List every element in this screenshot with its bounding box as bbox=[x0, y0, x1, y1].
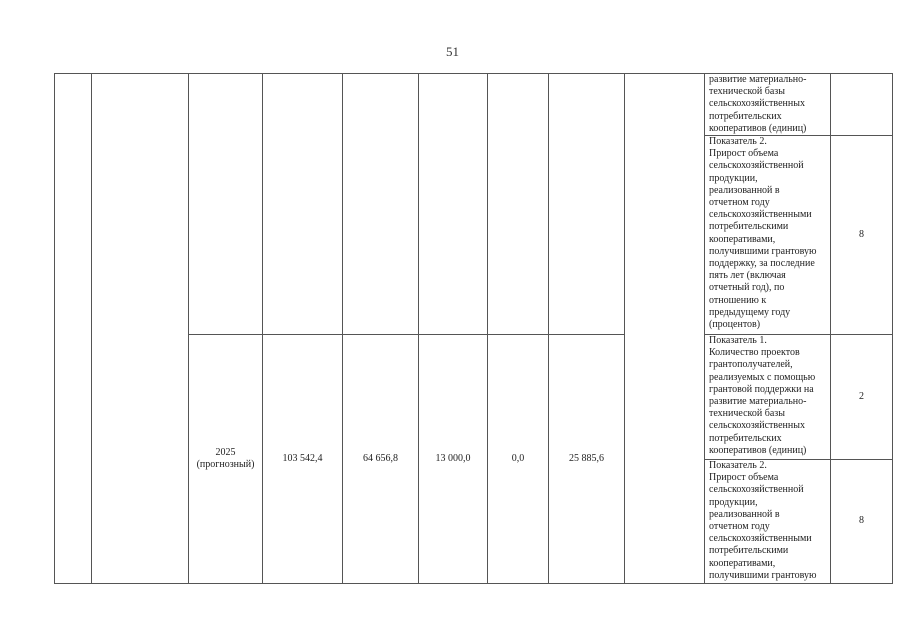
empty-cell-col3-prev bbox=[419, 74, 488, 335]
indicator-line: сельскохозяйственными bbox=[709, 209, 812, 221]
indicator-line: потребительскими bbox=[709, 545, 789, 557]
indicator-line: реализованной в bbox=[709, 508, 780, 520]
indicator-value bbox=[831, 74, 893, 136]
indicator-line: кооперативов (единиц) bbox=[709, 122, 807, 134]
indicator-line: развитие материально- bbox=[709, 74, 807, 85]
indicator-line: кооперативами, bbox=[709, 557, 776, 569]
empty-cell-total-prev bbox=[263, 74, 343, 335]
indicator-line: пять лет (включая bbox=[709, 270, 786, 282]
indicator-line: сельскохозяйственных bbox=[709, 98, 805, 110]
indicator-value: 2 bbox=[831, 335, 893, 460]
amount-col2: 64 656,8 bbox=[343, 335, 419, 584]
indicator-line: кооперативов (единиц) bbox=[709, 444, 807, 456]
total-amount: 103 542,4 bbox=[263, 335, 343, 584]
amount-col3: 13 000,0 bbox=[419, 335, 488, 584]
indicator-line: реализуемых с помощью bbox=[709, 371, 816, 383]
indicator-value: 8 bbox=[831, 460, 893, 584]
indicator-line: отношению к bbox=[709, 294, 767, 306]
indicator-line: потребительскими bbox=[709, 221, 789, 233]
indicator-line: Количество проектов bbox=[709, 347, 800, 359]
indicator-line: отчетном году bbox=[709, 197, 770, 209]
indicator-cell bbox=[705, 136, 831, 335]
indicator-line: получившими грантовую bbox=[709, 569, 817, 581]
indicator-cell bbox=[705, 335, 831, 460]
indicator-cell bbox=[705, 460, 831, 584]
indicator-line: Показатель 2. bbox=[709, 460, 767, 472]
program-financing-table bbox=[54, 73, 893, 584]
indicator-line: (процентов) bbox=[709, 319, 761, 331]
indicator-line: предыдущему году bbox=[709, 306, 791, 318]
indicator-value: 8 bbox=[831, 136, 893, 335]
indicator-line: продукции, bbox=[709, 496, 758, 508]
indicator-line: получившими грантовую bbox=[709, 245, 817, 257]
amount-col5: 25 885,6 bbox=[549, 335, 625, 584]
empty-cell-col2-prev bbox=[343, 74, 419, 335]
indicator-line: Показатель 2. bbox=[709, 136, 767, 148]
indicator-line: грантовой поддержки на bbox=[709, 383, 814, 395]
empty-cell-measure bbox=[92, 74, 189, 584]
indicator-line: реализованной в bbox=[709, 184, 780, 196]
empty-cell-number bbox=[55, 74, 92, 584]
indicator-line: отчетном году bbox=[709, 521, 770, 533]
year-cell bbox=[189, 335, 263, 584]
indicator-line: сельскохозяйственных bbox=[709, 420, 805, 432]
indicator-line: отчетный год), по bbox=[709, 282, 785, 294]
year-label: 2025 bbox=[215, 446, 236, 458]
empty-cell-executor bbox=[625, 74, 705, 584]
amount-col4: 0,0 bbox=[488, 335, 549, 584]
indicator-line: кооперативами, bbox=[709, 233, 776, 245]
year-note: (прогнозный) bbox=[196, 459, 255, 471]
page-number: 51 bbox=[446, 44, 459, 59]
indicator-line: Прирост объема bbox=[709, 148, 779, 160]
empty-cell-col4-prev bbox=[488, 74, 549, 335]
indicator-line: сельскохозяйственной bbox=[709, 160, 804, 172]
empty-cell-year-prev bbox=[189, 74, 263, 335]
indicator-line: Прирост объема bbox=[709, 472, 779, 484]
indicator-line: технической базы bbox=[709, 86, 785, 98]
empty-cell-col5-prev bbox=[549, 74, 625, 335]
indicator-line: потребительских bbox=[709, 110, 782, 122]
indicator-line: развитие материально- bbox=[709, 396, 807, 408]
indicator-line: продукции, bbox=[709, 172, 758, 184]
indicator-cell bbox=[705, 74, 831, 136]
indicator-line: технической базы bbox=[709, 408, 785, 420]
indicator-line: сельскохозяйственной bbox=[709, 484, 804, 496]
indicator-line: сельскохозяйственными bbox=[709, 533, 812, 545]
indicator-line: потребительских bbox=[709, 432, 782, 444]
indicator-line: грантополучателей, bbox=[709, 359, 793, 371]
indicator-line: Показатель 1. bbox=[709, 335, 767, 347]
indicator-line: поддержку, за последние bbox=[709, 258, 815, 270]
